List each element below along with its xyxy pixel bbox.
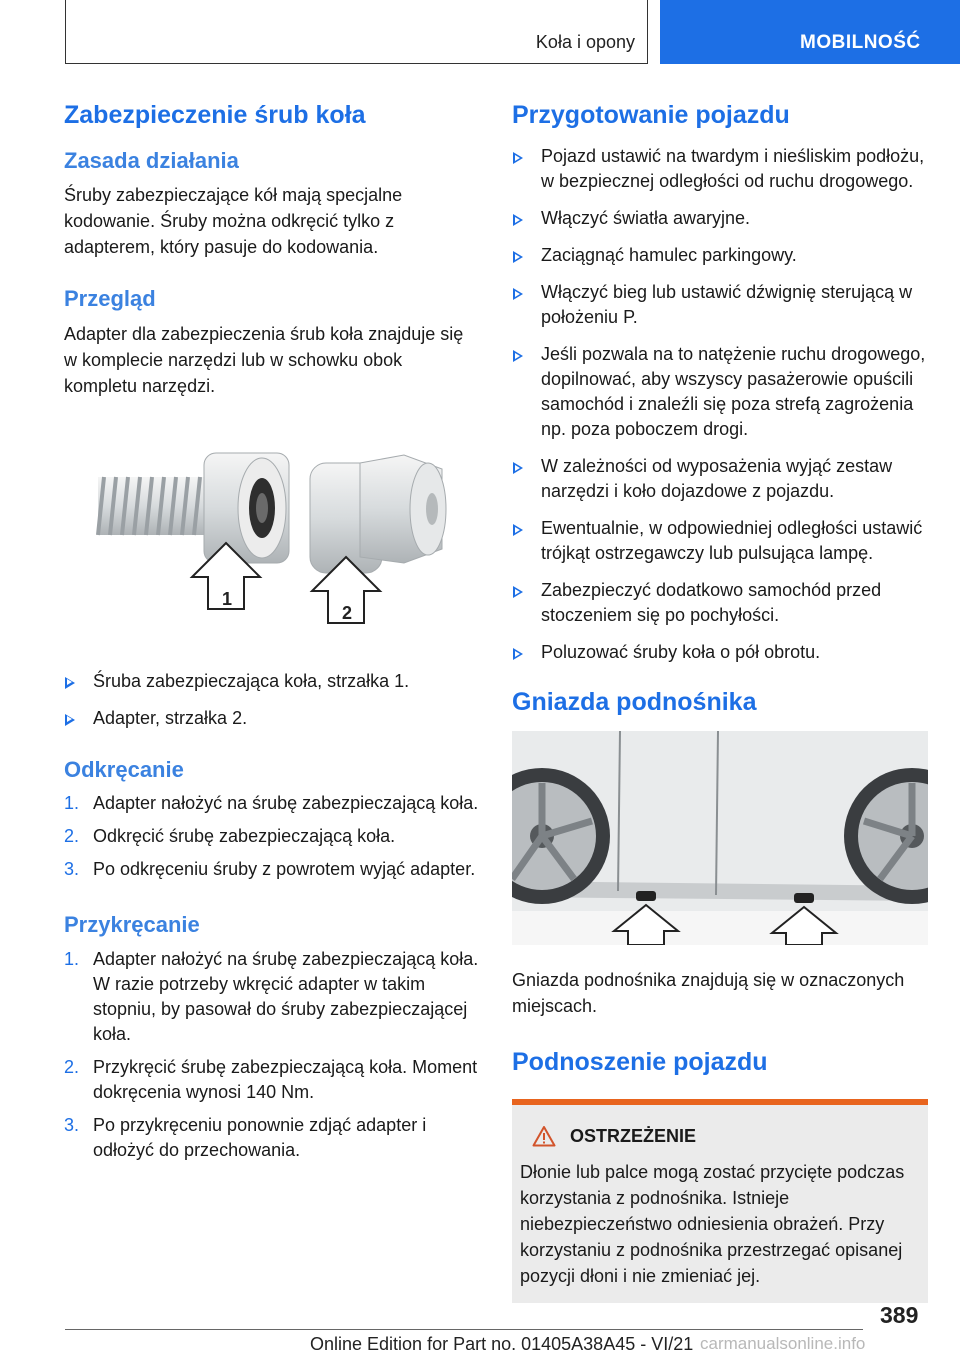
list-item: 3. Po przykręceniu ponownie zdjąć adapter i odłożyć do przechowania. (64, 1114, 427, 1160)
jack-points-figure (512, 731, 928, 945)
list-item: Pojazd ustawić na twardym i nieśliskim podłożu, w bezpiecznej odległości od ruchu drogowego. (512, 144, 928, 194)
jack-points-caption: Gniazda podnośnika znajdują się w oznaczonych miejscach. (512, 970, 905, 1016)
warning-triangle-icon (532, 1125, 556, 1147)
footer-edition: Online Edition for Part no. 01405A38A45 - VI/21 (310, 1334, 694, 1354)
arrow-1-label: 1 (222, 588, 233, 609)
header-chapter-tab (660, 0, 960, 64)
overview-text: Adapter dla zabezpieczenia śrub koła znajduje się w komplecie narzędzi lub w schowku obok kompletu narzędzi. (64, 323, 464, 396)
header-section-title: Koła i opony (535, 32, 635, 52)
header-chapter-title: MOBILNOŚĆ (800, 32, 921, 53)
triangle-bullet-icon (513, 152, 523, 164)
screwing-steps (64, 947, 480, 1163)
triangle-bullet-icon (513, 648, 523, 660)
overview-bullets (64, 669, 480, 731)
triangle-bullet-icon (513, 288, 523, 300)
list-item: Śruba zabezpieczająca koła, strzałka 1. (64, 669, 480, 694)
triangle-bullet-icon (513, 251, 523, 263)
arrow-2-label: 2 (342, 602, 353, 623)
wheel-lock-figure (64, 425, 480, 635)
principle-text: Śruby zabezpieczające kół mają specjalne kodowanie. Śruby można odkręcić tylko z adapterem, który pasuje do kodowania. (64, 185, 403, 258)
list-item: Włączyć bieg lub ustawić dźwignię sterującą w położeniu P. (512, 280, 928, 330)
watermark: carmanualsonline.info (700, 1334, 866, 1353)
subsection-title-unscrewing: Odkręcanie (64, 756, 184, 782)
unscrewing-steps (64, 791, 480, 882)
triangle-bullet-icon (65, 677, 75, 689)
header-section-tab (65, 0, 648, 64)
list-item: 2. Przykręcić śrubę zabezpieczającą koła. Moment dokręcenia wynosi 140 Nm. (64, 1056, 478, 1102)
warning-title: OSTRZEŻENIE (570, 1125, 697, 1146)
subsection-title-overview: Przegląd (64, 286, 156, 312)
triangle-bullet-icon (513, 462, 523, 474)
adapter-icon (310, 455, 446, 573)
triangle-bullet-icon (513, 350, 523, 362)
jack-point-rear-icon (794, 893, 814, 903)
list-item: Jeśli pozwala na to natężenie ruchu drogowego, dopilnować, aby wszyscy pasażerowie opuścili samochód i znaleźli się poza strefą zagrożenia np. poza poboczem drogi. (512, 342, 928, 442)
section-title-wheel-locks: Zabezpieczenie śrub koła (64, 101, 366, 129)
wheel-lock-bolt-icon (98, 453, 289, 563)
section-title-vehicle-prep: Przygotowanie pojazdu (512, 101, 790, 129)
list-item: 2. Odkręcić śrubę zabezpieczającą koła. (64, 826, 396, 847)
right-column (512, 100, 928, 1303)
triangle-bullet-icon (513, 586, 523, 598)
prep-bullets (512, 144, 928, 665)
section-title-jack-points: Gniazda podnośnika (512, 688, 757, 716)
subsection-title-principle: Zasada działania (64, 148, 239, 173)
list-item: W zależności od wyposażenia wyjąć zestaw narzędzi i koło dojazdowe z pojazdu. (512, 454, 928, 504)
warning-header (520, 1125, 918, 1147)
list-item: Włączyć światła awaryjne. (512, 206, 928, 231)
list-item: 3. Po odkręceniu śruby z powrotem wyjąć adapter. (64, 859, 476, 880)
warning-box (512, 1099, 928, 1303)
page-number: 389 (880, 1302, 919, 1328)
list-item: 1. Adapter nałożyć na śrubę zabezpieczającą koła. W razie potrzeby wkręcić adapter w takim stopniu, by pasował do śruby zabezpieczającej koła. (64, 948, 479, 1044)
section-title-lifting: Podnoszenie pojazdu (512, 1048, 768, 1076)
list-item: Zabezpieczyć dodatkowo samochód przed stoczeniem się po pochyłości. (512, 578, 928, 628)
triangle-bullet-icon (65, 714, 75, 726)
footer-divider (65, 1329, 863, 1330)
triangle-bullet-icon (513, 214, 523, 226)
list-item: Zaciągnąć hamulec parkingowy. (512, 243, 928, 268)
subsection-title-screwing: Przykręcanie (64, 912, 200, 938)
list-item: Ewentualnie, w odpowiedniej odległości ustawić trójkąt ostrzegawczy lub pulsująca lampę. (512, 516, 928, 566)
left-column (64, 100, 480, 1185)
warning-text: Dłonie lub palce mogą zostać przycięte podczas korzystania z podnośnika. Istnieje niebezpieczeństwo odniesienia obrażeń. Przy korzystaniu z podnośnika przestrzegać opisanej pozycji dłoni i nie zmieniać jej. (520, 1162, 905, 1286)
list-item: Poluzować śruby koła o pół obrotu. (512, 640, 928, 665)
list-item: Adapter, strzałka 2. (64, 706, 480, 731)
jack-point-front-icon (636, 891, 656, 901)
triangle-bullet-icon (513, 524, 523, 536)
list-item: 1. Adapter nałożyć na śrubę zabezpieczającą koła. (64, 793, 479, 814)
